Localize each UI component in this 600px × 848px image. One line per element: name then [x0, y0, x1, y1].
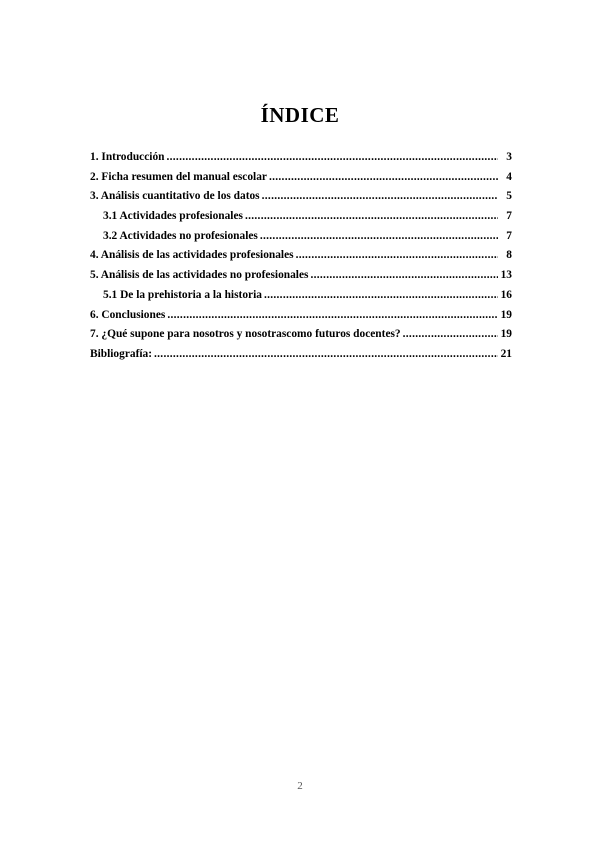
toc-entry-page: 16: [500, 288, 512, 301]
toc-dot-leader: [403, 325, 498, 345]
toc-dot-leader: [245, 207, 498, 227]
toc-entry-label: 4. Análisis de las actividades profesionales: [90, 249, 294, 262]
toc-entry-label: 3.2 Actividades no profesionales: [103, 229, 258, 242]
toc-dot-leader: [154, 345, 498, 365]
toc-entry-page: 7: [506, 229, 512, 242]
toc-entry-label: 3. Análisis cuantitativo de los datos: [90, 190, 260, 203]
toc-entry-label: 5.1 De la prehistoria a la historia: [103, 288, 262, 301]
toc-entry-label: 5. Análisis de las actividades no profesionales: [90, 269, 309, 282]
toc-entry-ficha-resumen[interactable]: [90, 168, 512, 188]
toc-dot-leader: [167, 306, 498, 326]
toc-entry-introduccion[interactable]: [90, 148, 512, 168]
toc-entry-page: 8: [506, 249, 512, 262]
toc-entry-page: 13: [500, 269, 512, 282]
toc-entry-analisis-cuantitativo[interactable]: [90, 187, 512, 207]
table-of-contents: [90, 148, 512, 365]
toc-entry-actividades-no-profesionales[interactable]: [90, 227, 512, 247]
toc-entry-conclusiones[interactable]: [90, 306, 512, 326]
toc-entry-analisis-profesionales[interactable]: [90, 246, 512, 266]
toc-dot-leader: [269, 168, 498, 188]
toc-entry-page: 19: [500, 328, 512, 341]
toc-dot-leader: [264, 286, 498, 306]
toc-entry-page: 19: [500, 308, 512, 321]
toc-entry-label: 3.1 Actividades profesionales: [103, 210, 243, 223]
toc-dot-leader: [262, 187, 498, 207]
toc-entry-page: 7: [506, 210, 512, 223]
toc-dot-leader: [296, 246, 498, 266]
toc-entry-page: 3: [506, 151, 512, 163]
toc-entry-page: 21: [500, 347, 512, 360]
toc-entry-label: 2. Ficha resumen del manual escolar: [90, 170, 267, 183]
toc-entry-futuros-docentes[interactable]: [90, 325, 512, 345]
toc-entry-label: 7. ¿Qué supone para nosotros y nosotrascomo futuros docentes?: [90, 328, 401, 341]
toc-entry-analisis-no-profesionales[interactable]: [90, 266, 512, 286]
page-title: ÍNDICE: [260, 103, 340, 127]
toc-entry-label: Bibliografía:: [90, 347, 153, 360]
toc-entry-page: 5: [506, 190, 512, 203]
toc-entry-prehistoria-historia[interactable]: [90, 286, 512, 306]
page-number: 2: [297, 780, 303, 792]
toc-dot-leader: [310, 266, 498, 286]
toc-entry-page: 4: [506, 170, 512, 183]
toc-dot-leader: [166, 148, 498, 168]
toc-entry-actividades-profesionales[interactable]: [90, 207, 512, 227]
toc-entry-label: 6. Conclusiones: [90, 308, 166, 321]
toc-dot-leader: [260, 227, 498, 247]
toc-entry-bibliografia[interactable]: [90, 345, 512, 365]
toc-entry-label: 1. Introducción: [90, 151, 165, 163]
